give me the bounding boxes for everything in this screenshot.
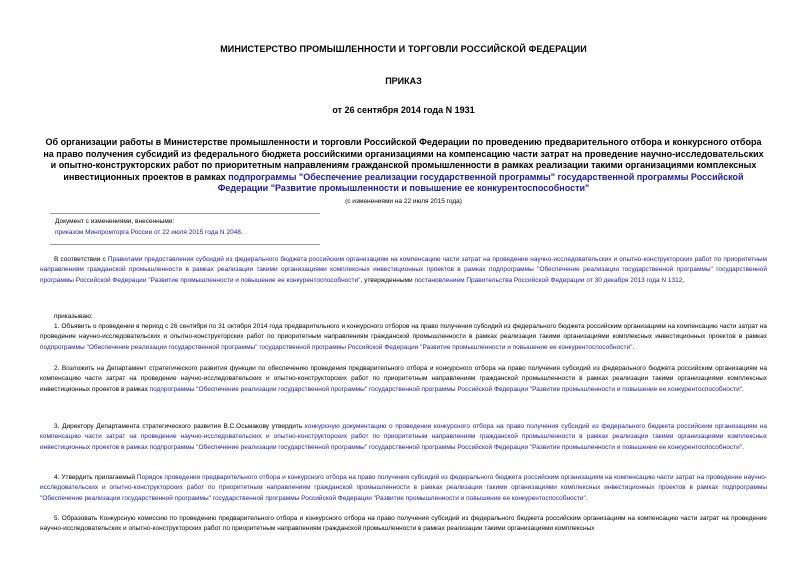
intro-paragraph	[40, 255, 767, 286]
paragraph-4-text: 4. Утвердить прилагаемый	[54, 474, 137, 481]
subprogram-link[interactable]: подпрограммы "Обеспечение реализации государственной программы" государственной программы Российской Федерации "Развитие промышленности и повышение ее конкурентоспособности"	[217, 171, 744, 193]
amendment-order-link[interactable]: приказом Минпромторга России от 22 июля 2015 года N 2048	[55, 229, 241, 236]
ordered-line	[40, 312, 767, 322]
intro-text-3: ,	[682, 276, 685, 284]
paragraph-3	[40, 422, 767, 453]
paragraph-5	[40, 514, 767, 535]
intro-text-1: В соответствии с	[54, 256, 108, 263]
rules-link[interactable]: Правилами предоставления субсидий из федерального бюджета российским организациям на компенсацию части затрат на проведение научно-исследовательских и опытно-конструкторских работ по приоритетным направлениям гражданской промышленности в рамках реализации такими организациями комплексных инвестиционных проектов в рамках подпрограммы "Обеспечение реализации государственной программы" государственной программы Российской Федерации "Развитие промышленности и повышение ее конкурентоспособности"	[40, 256, 768, 284]
paragraph-1-link[interactable]: подпрограммы "Обеспечение реализации государственной программы" государственной программы Российской Федерации "Развитие промышленности и повышение ее конкурентоспособности"	[40, 343, 633, 351]
changes-note: (с изменениями на 22 июля 2015 года)	[345, 198, 462, 205]
paragraph-3-text: 3. Директору Департамента стратегического развития В.С.Осьмакову утвердить	[54, 423, 305, 430]
order-date-heading: от 26 сентября 2014 года N 1931	[332, 105, 475, 115]
amendments-box-top-rule	[50, 213, 320, 214]
amendment-order-end: .	[240, 229, 243, 236]
paragraph-3-link[interactable]: конкурсную документацию о проведении конкурсного отбора на право получения субсидий из федерального бюджета российским организациям на компенсацию части затрат на проведение научно-исследовательских и опытно-конструкторских работ по приоритетным направлениям гражданской промышленности в рамках реализации такими организациями комплексных инвестиционных проектов в рамках подпрограммы "Обеспечение реализации государственной программы" государственной программы Российской Федерации "Развитие промышленности и повышение ее конкурентоспособности"	[40, 423, 768, 451]
paragraph-2-end: .	[742, 385, 744, 393]
paragraph-5-text: 5. Образовать Конкурсную комиссию по проведению предварительного отбора и конкурсного отбора на право получения субсидий из федерального бюджета российским организациям на компенсацию части затрат на проведение научно-исследовательских и опытно-конструкторских работ по приоритетным направлениям гражданской промышленности в рамках реализации такими организациями комплексных	[40, 515, 767, 533]
ordered-text: приказываю:	[54, 313, 93, 320]
paragraph-4-link[interactable]: Порядок проведения предварительного отбора и конкурсного отбора на право получения субсидий из федерального бюджета российским организациям на компенсацию части затрат на проведение научно-исследовательских и опытно-конструкторских работ по приоритетным направлениям гражданской промышленности в рамках реализации такими организациями комплексных инвестиционных проектов в рамках подпрограммы "Обеспечение реализации государственной программы" государственной программы Российской Федерации "Развитие промышленности и повышение ее конкурентоспособности"	[40, 474, 767, 502]
amendments-box-label: Документ с изменениями, внесенными:	[55, 218, 175, 225]
paragraph-3-end: .	[742, 443, 744, 451]
paragraph-2-link[interactable]: подпрограммы "Обеспечение реализации государственной программы" государственной программы Российской Федерации "Развитие промышленности и повышение ее конкурентоспособности"	[149, 385, 743, 393]
paragraph-2	[40, 364, 767, 395]
paragraph-4	[40, 473, 767, 504]
intro-text-2: , утвержденными	[360, 276, 415, 284]
ministry-heading: МИНИСТЕРСТВО ПРОМЫШЛЕННОСТИ И ТОРГОВЛИ РОССИЙСКОЙ ФЕДЕРАЦИИ	[220, 44, 587, 54]
paragraph-1-end: .	[632, 343, 635, 351]
government-decree-link[interactable]: постановлением Правительства Российской Федерации от 30 декабря 2013 года N 1312	[414, 276, 683, 284]
paragraph-2-text: 2. Возложить на Департамент стратегического развития функции по обеспечению проведения предварительного отбора и конкурсного отбора на право получения субсидий из федерального бюджета российским организациям на компенсацию части затрат на проведение научно-исследовательских и опытно-конструкторских работ по приоритетным направлениям гражданской промышленности в рамках реализации такими организациями комплексных инвестиционных проектов в рамках	[40, 365, 767, 393]
paragraph-4-end: .	[585, 494, 588, 502]
amendments-box-entry	[55, 229, 243, 236]
document-title-text: Об организации работы в Министерстве промышленности и торговли Российской Федерации по проведению предварительного отбора и конкурсного отбора на право получения субсидий из федерального бюджета российскими организациями на компенсацию части затрат на проведение научно-исследовательских и опытно-конструкторских работ по приоритетным направлениям гражданской промышленности в рамках реализации такими организациями комплексных инвестиционных проектов в рамках	[43, 137, 764, 182]
amendments-box-bottom-rule	[50, 244, 320, 245]
paragraph-1	[40, 322, 767, 353]
document-title	[40, 137, 767, 195]
paragraph-1-text: 1. Объявить о проведении в период с 26 сентября по 31 октября 2014 года предварительного и конкурсного отборов на право получения субсидий из федерального бюджета российским организациям на компенсацию части затрат на проведение научно-исследовательских и опытно-конструкторских работ по приоритетным направлениям гражданской промышленности в рамках реализации такими организациями комплексных инвестиционных проектов в рамках	[40, 323, 767, 341]
order-type-heading: ПРИКАЗ	[385, 76, 422, 86]
